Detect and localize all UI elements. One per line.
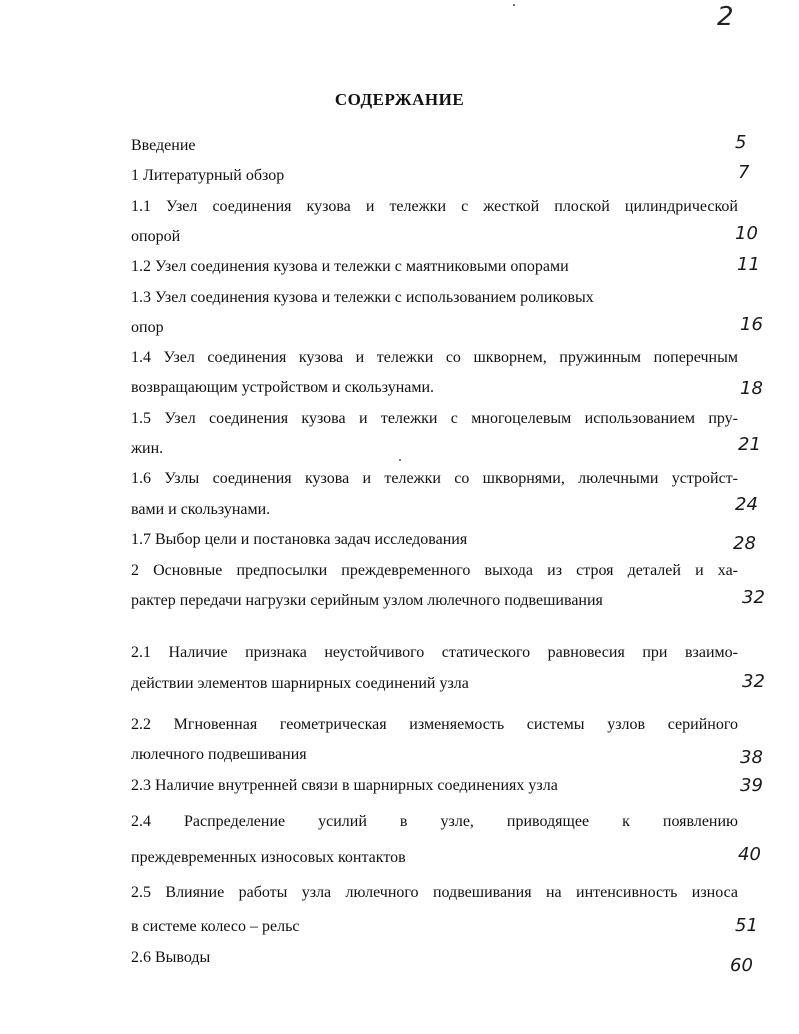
- toc-page-2-1: 32: [742, 671, 765, 692]
- toc-entry-1: 1 Литературный обзор: [131, 167, 285, 184]
- toc-page-1-4: 18: [740, 378, 763, 399]
- toc-entry-2-5-line2: в системе колесо – рельс: [131, 918, 300, 935]
- toc-page-2-4: 40: [738, 844, 761, 865]
- toc-page-1-1: 10: [735, 223, 758, 244]
- toc-entry-introduction: Введение: [131, 137, 196, 154]
- toc-entry-1-3-line1: 1.3 Узел соединения кузова и тележки с использованием роликовых: [131, 289, 594, 306]
- scan-speck: [399, 459, 401, 461]
- toc-page-2-2: 38: [740, 747, 763, 768]
- toc-entry-1-3-line2: опор: [131, 319, 164, 336]
- toc-entry-2-3: 2.3 Наличие внутренней связи в шарнирных соединениях узла: [131, 777, 558, 794]
- toc-page-1: 7: [738, 162, 750, 183]
- toc-entry-2-1-line1: 2.1 Наличие признака неустойчивого статического равновесия при взаимо-: [131, 644, 738, 661]
- toc-entry-1-1-line1: 1.1 Узел соединения кузова и тележки с жесткой плоской цилиндрической: [131, 198, 738, 215]
- toc-page-2: 32: [742, 587, 765, 608]
- toc-entry-2-line2: рактер передачи нагрузки серийным узлом люлечного подвешивания: [131, 592, 603, 609]
- toc-entry-2-line1: 2 Основные предпосылки преждевременного выхода из строя деталей и ха-: [131, 562, 738, 579]
- toc-entry-1-5-line1: 1.5 Узел соединения кузова и тележки с многоцелевым использованием пру-: [131, 410, 738, 427]
- toc-entry-1-7: 1.7 Выбор цели и постановка задач исследования: [131, 531, 468, 548]
- toc-entry-2-2-line1: 2.2 Мгновенная геометрическая изменяемость системы узлов серийного: [131, 716, 738, 733]
- toc-page-1-5: 21: [738, 434, 761, 455]
- toc-entry-1-2: 1.2 Узел соединения кузова и тележки с маятниковыми опорами: [131, 258, 569, 275]
- toc-entry-2-4-line2: преждевременных износовых контактов: [131, 849, 406, 866]
- toc-entry-1-4-line1: 1.4 Узел соединения кузова и тележки со шкворнем, пружинным поперечным: [131, 349, 738, 366]
- toc-page-2-6: 60: [730, 955, 753, 976]
- toc-entry-1-5-line2: жин.: [131, 440, 164, 457]
- toc-entry-2-5-line1: 2.5 Влияние работы узла люлечного подвешивания на интенсивность износа: [131, 884, 738, 901]
- toc-entry-1-6-line1: 1.6 Узлы соединения кузова и тележки со шкворнями, люлечными устройст-: [131, 470, 738, 487]
- toc-page-1-6: 24: [735, 494, 758, 515]
- toc-entry-1-1-line2: опорой: [131, 228, 181, 245]
- page-number: 2: [717, 2, 734, 32]
- toc-page-2-5: 51: [735, 915, 758, 936]
- scan-speck: [513, 4, 515, 6]
- toc-entry-2-4-line1: 2.4 Распределение усилий в узле, приводящее к появлению: [131, 813, 738, 830]
- toc-entry-2-2-line2: люлечного подвешивания: [131, 746, 307, 763]
- toc-entry-2-6: 2.6 Выводы: [131, 949, 211, 966]
- toc-page-1-3: 16: [740, 314, 763, 335]
- toc-entry-2-1-line2: действии элементов шарнирных соединений узла: [131, 675, 469, 692]
- toc-entry-1-6-line2: вами и скользунами.: [131, 501, 271, 518]
- page-title: СОДЕРЖАНИЕ: [334, 90, 465, 109]
- toc-page-introduction: 5: [735, 132, 747, 153]
- toc-page-1-2: 11: [737, 254, 760, 275]
- toc-page-2-3: 39: [740, 775, 763, 796]
- toc-entry-1-4-line2: возвращающим устройством и скользунами.: [131, 379, 435, 396]
- toc-page-1-7: 28: [733, 533, 756, 554]
